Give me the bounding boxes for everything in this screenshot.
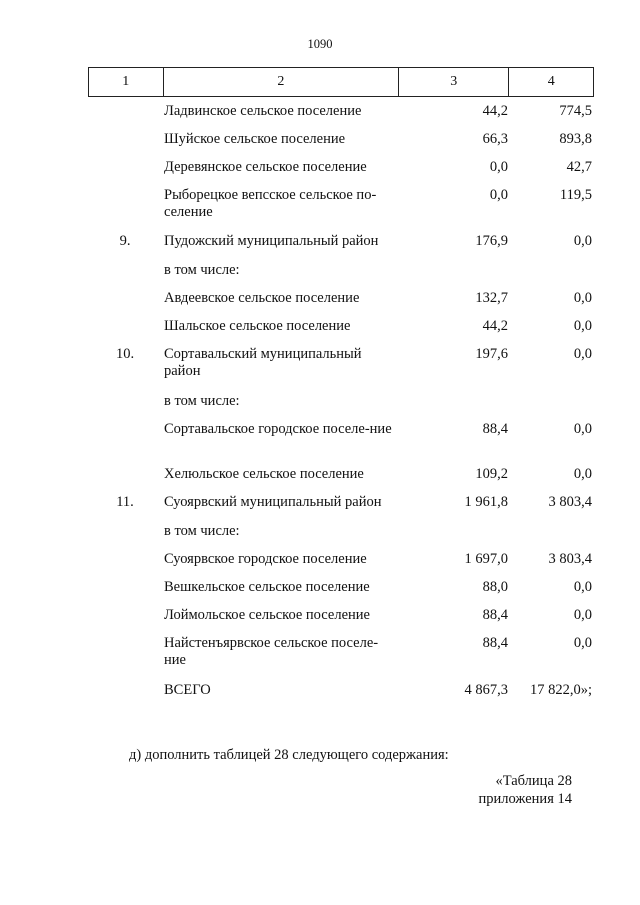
row-value-col4: 0,0 <box>573 635 592 651</box>
row-value-col3: 0,0 <box>489 187 508 203</box>
row-value-col3: 4 867,3 <box>464 682 508 698</box>
row-name: Рыборецкое вепсское сельское по-селение <box>164 187 377 220</box>
row-name: Суоярвский муниципальный район <box>164 494 382 510</box>
row-value-col4: 0,0 <box>573 607 592 623</box>
row-name: Лоймольское сельское поселение <box>164 607 370 623</box>
row-name: Вешкельское сельское поселение <box>164 579 370 595</box>
table-caption <box>479 772 572 808</box>
page-number: 1090 <box>307 37 333 51</box>
row-value-col3: 44,2 <box>482 103 508 119</box>
row-value-col3: 1 961,8 <box>464 494 508 510</box>
caption-line-2: приложения 14 <box>478 791 572 807</box>
row-value-col4: 119,5 <box>559 187 592 203</box>
row-number: 11. <box>116 494 134 510</box>
row-value-col3: 88,4 <box>482 421 508 437</box>
row-value-col4: 42,7 <box>566 159 592 175</box>
row-value-col4: 0,0 <box>573 290 592 306</box>
row-value-col4: 3 803,4 <box>548 494 592 510</box>
row-value-col4: 0,0 <box>573 233 592 249</box>
row-value-col4: 0,0 <box>573 318 592 334</box>
amendment-note: д) дополнить таблицей 28 следующего содержания: <box>129 747 449 763</box>
header-col-1: 1 <box>89 68 164 97</box>
row-name: Авдеевское сельское поселение <box>164 290 360 306</box>
row-value-col3: 1 697,0 <box>464 551 508 567</box>
row-value-col3: 88,0 <box>482 579 508 595</box>
row-value-col3: 109,2 <box>475 466 508 482</box>
row-value-col3: 176,9 <box>475 233 508 249</box>
row-value-col3: 197,6 <box>475 346 508 362</box>
row-value-col3: 88,4 <box>482 635 508 651</box>
row-name: Шуйское сельское поселение <box>164 131 346 147</box>
row-value-col4: 0,0 <box>573 466 592 482</box>
row-name: Хелюльское сельское поселение <box>164 466 364 482</box>
table-header <box>88 67 594 97</box>
row-value-col4: 3 803,4 <box>548 551 592 567</box>
row-value-col3: 44,2 <box>482 318 508 334</box>
row-name: Ладвинское сельское поселение <box>164 103 362 119</box>
row-name: в том числе: <box>164 262 240 278</box>
row-value-col4: 893,8 <box>559 131 592 147</box>
row-name: Пудожский муниципальный район <box>164 233 379 249</box>
row-value-col3: 132,7 <box>475 290 508 306</box>
row-number: 10. <box>115 346 135 362</box>
header-col-3: 3 <box>399 68 509 97</box>
row-value-col3: 0,0 <box>489 159 508 175</box>
row-name: Шальское сельское поселение <box>164 318 351 334</box>
row-name: Сортавальский муниципальный район <box>164 346 362 379</box>
row-value-col4: 17 822,0»; <box>529 682 592 698</box>
row-name: Найстенъярвское сельское поселе-ние <box>164 635 379 668</box>
header-col-2: 2 <box>163 68 399 97</box>
header-col-4: 4 <box>509 68 594 97</box>
row-name: Сортавальское городское поселе-ние <box>164 421 392 437</box>
row-name: в том числе: <box>164 393 240 409</box>
row-value-col4: 774,5 <box>559 103 592 119</box>
row-name: ВСЕГО <box>164 682 211 698</box>
row-value-col4: 0,0 <box>573 579 592 595</box>
caption-line-1: «Таблица 28 <box>495 773 572 789</box>
row-value-col3: 66,3 <box>482 131 508 147</box>
row-value-col4: 0,0 <box>573 421 592 437</box>
row-number: 9. <box>119 233 131 249</box>
row-value-col4: 0,0 <box>573 346 592 362</box>
row-name: Деревянское сельское поселение <box>164 159 367 175</box>
row-name: Суоярвское городское поселение <box>164 551 367 567</box>
row-name: в том числе: <box>164 523 240 539</box>
row-value-col3: 88,4 <box>482 607 508 623</box>
